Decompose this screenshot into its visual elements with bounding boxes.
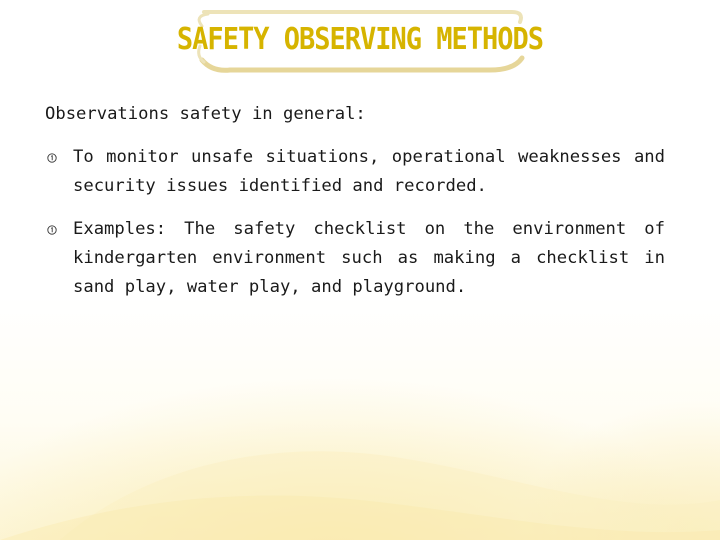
slide-body [45, 100, 665, 316]
circle-one-icon [47, 153, 57, 163]
circle-one-icon [47, 225, 57, 235]
bullet-item [45, 215, 665, 302]
bullet-text: To monitor unsafe situations, operational weaknesses and security issues identified and recorded. [73, 147, 665, 196]
bullet-text: Examples: The safety checklist on the environment of kindergarten environment such as making a checklist in sand play, water play, and playground. [73, 219, 665, 297]
intro-text: Observations safety in general: [45, 104, 366, 124]
bullet-item [45, 143, 665, 201]
page-title: SAFETY OBSERVING METHODS [176, 22, 544, 57]
